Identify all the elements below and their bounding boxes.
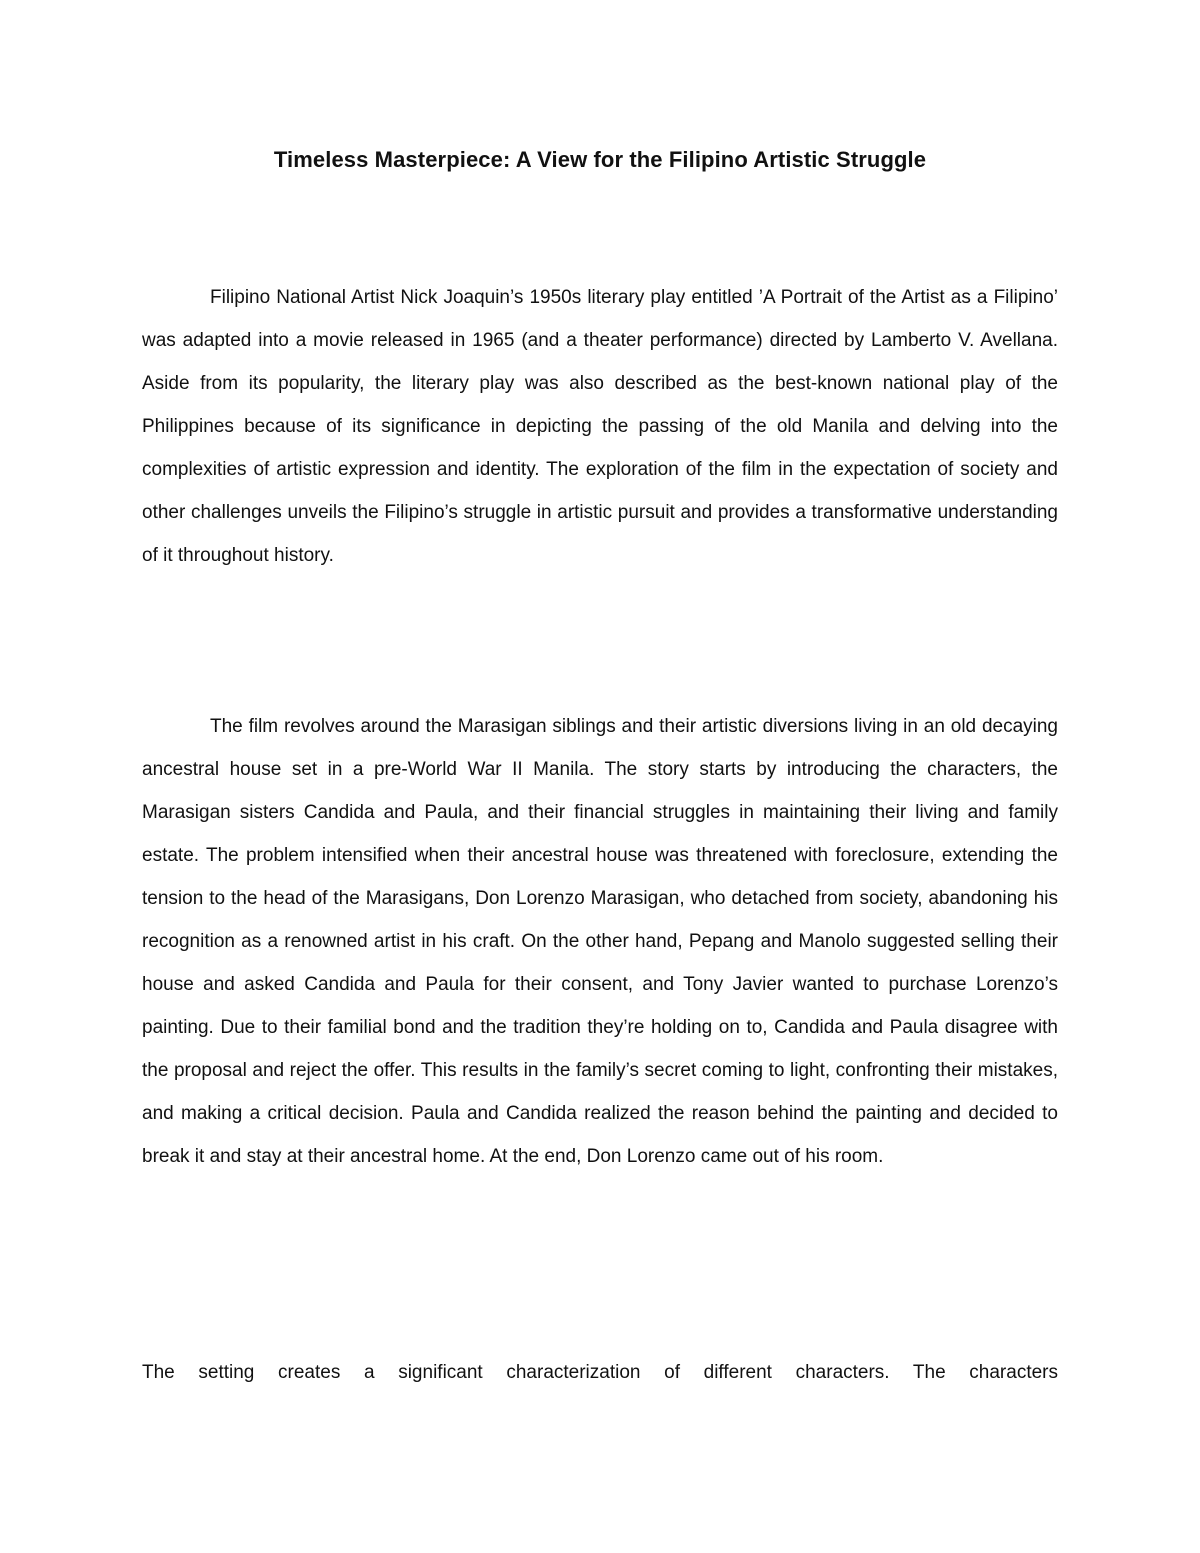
document-title: Timeless Masterpiece: A View for the Filipino Artistic Struggle — [273, 147, 927, 172]
paragraph-intro: Filipino National Artist Nick Joaquin’s 1950s literary play entitled ’A Portrait of the Artist as a Filipino’ was adapted into a movie released in 1965 (and a theater performance) directed by Lamberto V. Avellana. Aside from its popularity, the literary play was also described as the best-known national play of the Philippines because of its significance in depicting the passing of the old Manila and delving into the complexities of artistic expression and identity. The exploration of the film in the expectation of society and other challenges unveils the Filipino’s struggle in artistic pursuit and provides a transformative understanding of it throughout history. — [142, 287, 1058, 566]
paragraph-synopsis: The film revolves around the Marasigan siblings and their artistic diversions living in an old decaying ancestral house set in a pre-World War II Manila. The story starts by introducing the characters, the Marasigan sisters Candida and Paula, and their financial struggles in maintaining their living and family estate. The problem intensified when their ancestral house was threatened with foreclosure, extending the tension to the head of the Marasigans, Don Lorenzo Marasigan, who detached from society, abandoning his recognition as a renowned artist in his craft. On the other hand, Pepang and Manolo suggested selling their house and asked Candida and Paula for their consent, and Tony Javier wanted to purchase Lorenzo’s painting. Due to their familial bond and the tradition they’re holding on to, Candida and Paula disagree with the proposal and reject the offer. This results in the family’s secret coming to light, confronting their mistakes, and making a critical decision. Paula and Candida realized the reason behind the painting and decided to break it and stay at their ancestral home. At the end, Don Lorenzo came out of his room. — [142, 716, 1058, 1167]
paragraph-setting: The setting creates a significant characterization of different characters. The characters — [142, 1362, 1058, 1383]
